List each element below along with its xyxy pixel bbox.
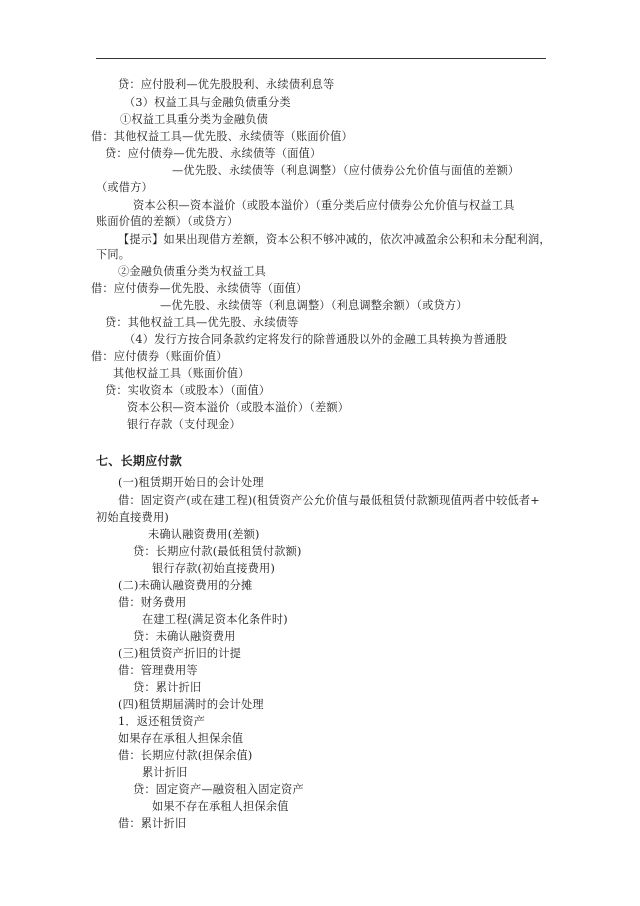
- text-line: （4）发行方按合同条款约定将发行的除普通股以外的金融工具转换为普通股: [124, 333, 508, 346]
- text-line: 借：财务费用: [118, 596, 187, 609]
- text-line: 贷：应付债券—优先股、永续债等（面值）: [105, 147, 322, 160]
- text-line: 借：累计折旧: [118, 817, 187, 830]
- text-line: 初始直接费用): [96, 511, 169, 524]
- text-line: —优先股、永续债等（利息调整）（应付债券公允价值与面值的差额）: [172, 164, 520, 177]
- text-line: 借：长期应付款(担保余值): [118, 749, 253, 762]
- text-line: ②金融负债重分类为权益工具: [118, 265, 267, 278]
- text-line: 贷：未确认融资费用: [133, 630, 236, 643]
- text-line: 累计折旧: [142, 766, 188, 779]
- text-line: 资本公积—资本溢价（或股本溢价）（重分类后应付债券公允价值与权益工具: [133, 199, 515, 212]
- text-line: 贷：长期应付款(最低租赁付款额): [133, 545, 302, 558]
- text-line: 【提示】如果出现借方差额，资本公积不够冲减的，依次冲减盈余公积和未分配利润，: [118, 233, 551, 246]
- text-line: 借：固定资产(或在建工程)(租赁资产公允价值与最低租赁付款额现值两者中较低者+: [118, 494, 540, 507]
- text-line: 未确认融资费用(差额): [148, 528, 260, 541]
- text-line: 贷：累计折旧: [133, 681, 202, 694]
- text-line: 贷：固定资产—融资租入固定资产: [133, 783, 304, 796]
- text-line: 如果存在承租人担保余值: [118, 732, 244, 745]
- text-line: 借：应付债券（账面价值）: [91, 350, 228, 363]
- text-line: （3）权益工具与金融负债重分类: [124, 96, 291, 109]
- text-line: 下同。: [96, 248, 131, 261]
- text-line: (二)未确认融资费用的分摊: [118, 579, 253, 592]
- text-line: 借：应付债券—优先股、永续债等（面值）: [91, 282, 308, 295]
- text-line: (一)租赁期开始日的会计处理: [118, 476, 264, 489]
- text-line: 如果不存在承租人担保余值: [152, 800, 289, 813]
- text-line: 银行存款（支付现金）: [127, 418, 241, 431]
- text-line: （或借方）: [96, 181, 153, 194]
- text-line: (四)租赁期届满时的会计处理: [118, 698, 264, 711]
- text-line: ①权益工具重分类为金融负债: [120, 113, 269, 126]
- text-line: 在建工程(满足资本化条件时): [142, 613, 288, 626]
- text-line: 贷：应付股利—优先股股利、永续债利息等: [118, 78, 335, 91]
- text-line: 银行存款(初始直接费用): [152, 562, 276, 575]
- text-line: 贷：实收资本（或股本）（面值）: [105, 384, 271, 397]
- text-line: (三)租赁资产折旧的计提: [118, 647, 242, 660]
- text-line: 借：管理费用等: [118, 664, 198, 677]
- text-line: —优先股、永续债等（利息调整）（利息调整余额）（或贷方）: [160, 299, 468, 312]
- text-line: 1．返还租赁资产: [118, 715, 206, 728]
- text-line: 资本公积—资本溢价（或股本溢价）（差额）: [127, 401, 350, 414]
- text-line: 其他权益工具（账面价值）: [113, 367, 250, 380]
- text-line: 借：其他权益工具—优先股、永续债等（账面价值）: [91, 130, 353, 143]
- text-line: 账面价值的差额）（或贷方）: [96, 215, 239, 228]
- header-rule: [96, 58, 546, 59]
- section-heading: 七、长期应付款: [96, 454, 183, 468]
- text-line: 贷：其他权益工具—优先股、永续债等: [105, 316, 299, 329]
